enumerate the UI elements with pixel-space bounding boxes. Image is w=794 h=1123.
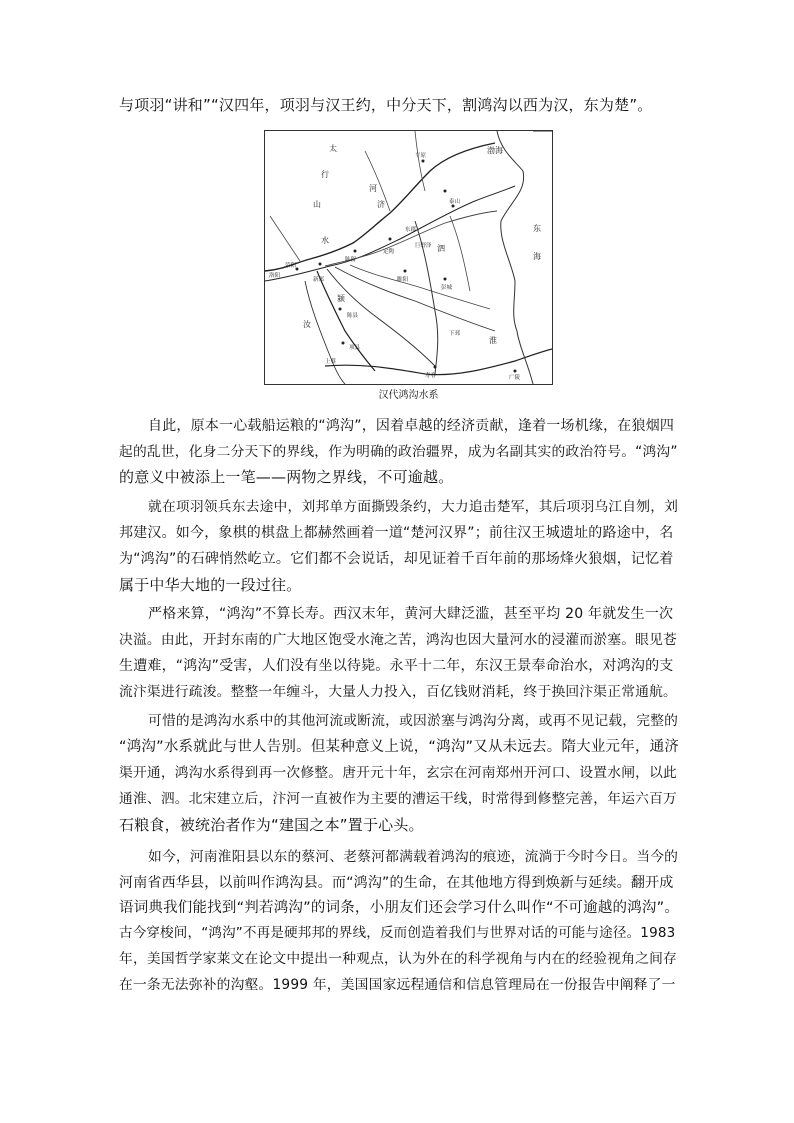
han-dynasty-canal-map	[264, 130, 553, 385]
paragraph-line: 河南省西华县，以前叫作鸿沟县。而“鸿沟”的生命，在其他地方得到焕新与延续。翻开成	[119, 875, 674, 891]
map-label-ru: 汝	[303, 320, 311, 329]
paragraph-line: 生遭难，“鸿沟”受害，人们没有坐以待毙。永平十二年，东汉王景奉命治水，对鸿沟的支	[119, 658, 674, 674]
map-label-shui: 水	[321, 236, 329, 245]
paragraph-line: 渠开通，鸿沟水系得到再一次修整。唐开元十年，玄宗在河南郑州开河口、设置水闸，以此	[119, 765, 678, 781]
map-label-chenliu: 陈留	[345, 257, 357, 263]
map-label-dong: 东	[533, 224, 541, 233]
map-label-hang: 行	[321, 170, 329, 179]
map-label-dongjun: 东郡	[405, 227, 417, 233]
paragraph-line: 决溢。由此，开封东南的广大地区饱受水淹之苦，鸿沟也因大量河水的浸灌而淤塞。眼见苍	[119, 632, 678, 648]
paragraph-line: 就在项羽领兵东去途中，刘邦单方面撕毁条约，大力追击楚军，其后项羽乌江自刎，刘	[148, 499, 679, 515]
map-label-luoyang: 洛阳	[269, 273, 281, 279]
paragraph-line: “鸿沟”水系就此与世人告别。但某种意义上说，“鸿沟”又从未远去。隋大业元年，通济	[119, 739, 680, 755]
map-label-si: 泗	[437, 244, 445, 253]
map-label-chenxian: 陈县	[347, 313, 359, 319]
map-label-ying: 颍	[337, 294, 345, 303]
map-label-shouchun: 寿春	[425, 373, 437, 379]
map-label-guangling: 广陵	[509, 375, 521, 381]
paragraph-line: 的意义中被添上一笔——两物之界线，不可逾越。	[119, 468, 454, 486]
map-label-juyeze: 巨野泽	[415, 243, 432, 249]
paragraph-line: 年，美国哲学家莱文在论文中提出一种观点，认为外在的科学视角与内在的经验视角之间存	[119, 951, 678, 967]
map-label-xingyang: 荥阳	[285, 263, 297, 269]
map-label-xinzheng: 新郑	[313, 277, 325, 283]
map-label-tai: 太	[329, 144, 337, 153]
top-line: 与项羽“讲和”“汉四年，项羽与汉王约，中分天下，割鸿沟以西为汉，东为楚”。	[119, 96, 653, 114]
paragraph-line: 属于中华大地的一段过往。	[119, 576, 302, 594]
map-label-dingtao: 定陶	[383, 249, 395, 255]
map-caption: 汉代鸿沟水系	[378, 390, 439, 401]
paragraph-line: 为“鸿沟”的石碑悄然屹立。它们都不会说话，却见证着千百年前的那场烽火狼烟，记忆着	[119, 551, 674, 567]
map-label-bohai: 渤海	[487, 146, 503, 155]
paragraph-line: 可惜的是鸿沟水系中的其他河流或断流，或因淤塞与鸿沟分离，或再不见记载，完整的	[148, 713, 679, 729]
paragraph-line: 古今穿梭间，“鸿沟”不再是硬邦邦的界线，反而创造着我们与世界对话的可能与途径。1983	[119, 925, 676, 941]
map-illustration	[265, 131, 552, 384]
paragraph-line: 通淮、泗。北宋建立后，汴河一直被作为主要的漕运干线，时常得到修整完善，年运六百万	[119, 791, 678, 807]
map-label-xiapi: 下邳	[449, 331, 461, 337]
map-label-pingyuan: 平原	[415, 153, 427, 159]
paragraph-line: 严格来算，“鸿沟”不算长寿。西汉末年，黄河大肆泛滥，甚至平均 20 年就发生一次	[148, 606, 674, 622]
map-label-xiangxian: 项县	[349, 345, 361, 351]
map-label-suiyang: 睢阳	[397, 277, 409, 283]
map-label-shangcai: 上蔡	[325, 359, 337, 365]
paragraph-line: 自此，原本一心载船运粮的“鸿沟”，因着卓越的经济贡献，逢着一场机缘，在狼烟四	[148, 418, 675, 434]
paragraph-line: 石粮食，被统治者作为“建国之本”置于心头。	[119, 816, 424, 834]
paragraph-line: 语词典我们能找到“判若鸿沟”的词条，小朋友们还会学习什么叫作“不可逾越的鸿沟”。	[119, 900, 680, 916]
map-label-ji: 济	[377, 200, 385, 209]
paragraph-line: 流汴渠进行疏浚。整整一年缠斗，大量人力投入，百亿钱财消耗，终于换回汴渠正常通航。	[119, 684, 678, 700]
map-label-shan: 山	[313, 200, 321, 209]
paragraph-line: 如今，河南淮阳县以东的蔡河、老蔡河都满载着鸿沟的痕迹，流淌于今时今日。当今的	[148, 849, 679, 865]
map-label-taishan: 泰山	[449, 199, 461, 205]
map-label-huai: 淮	[489, 336, 497, 345]
map-label-pengcheng: 彭城	[441, 285, 453, 291]
paragraph-line: 在一条无法弥补的沟壑。1999 年，美国国家远程通信和信息管理局在一份报告中阐释了一	[119, 977, 676, 993]
paragraph-line: 邦建汉。如今，象棋的棋盘上都赫然画着一道“楚河汉界”；前往汉王城遗址的路途中，名	[119, 525, 674, 541]
map-label-hai: 海	[533, 252, 541, 261]
map-label-he: 河	[369, 184, 377, 193]
paragraph-line: 起的乱世，化身二分天下的界线，作为明确的政治疆界，成为名副其实的政治符号。“鸿沟”	[119, 444, 678, 460]
